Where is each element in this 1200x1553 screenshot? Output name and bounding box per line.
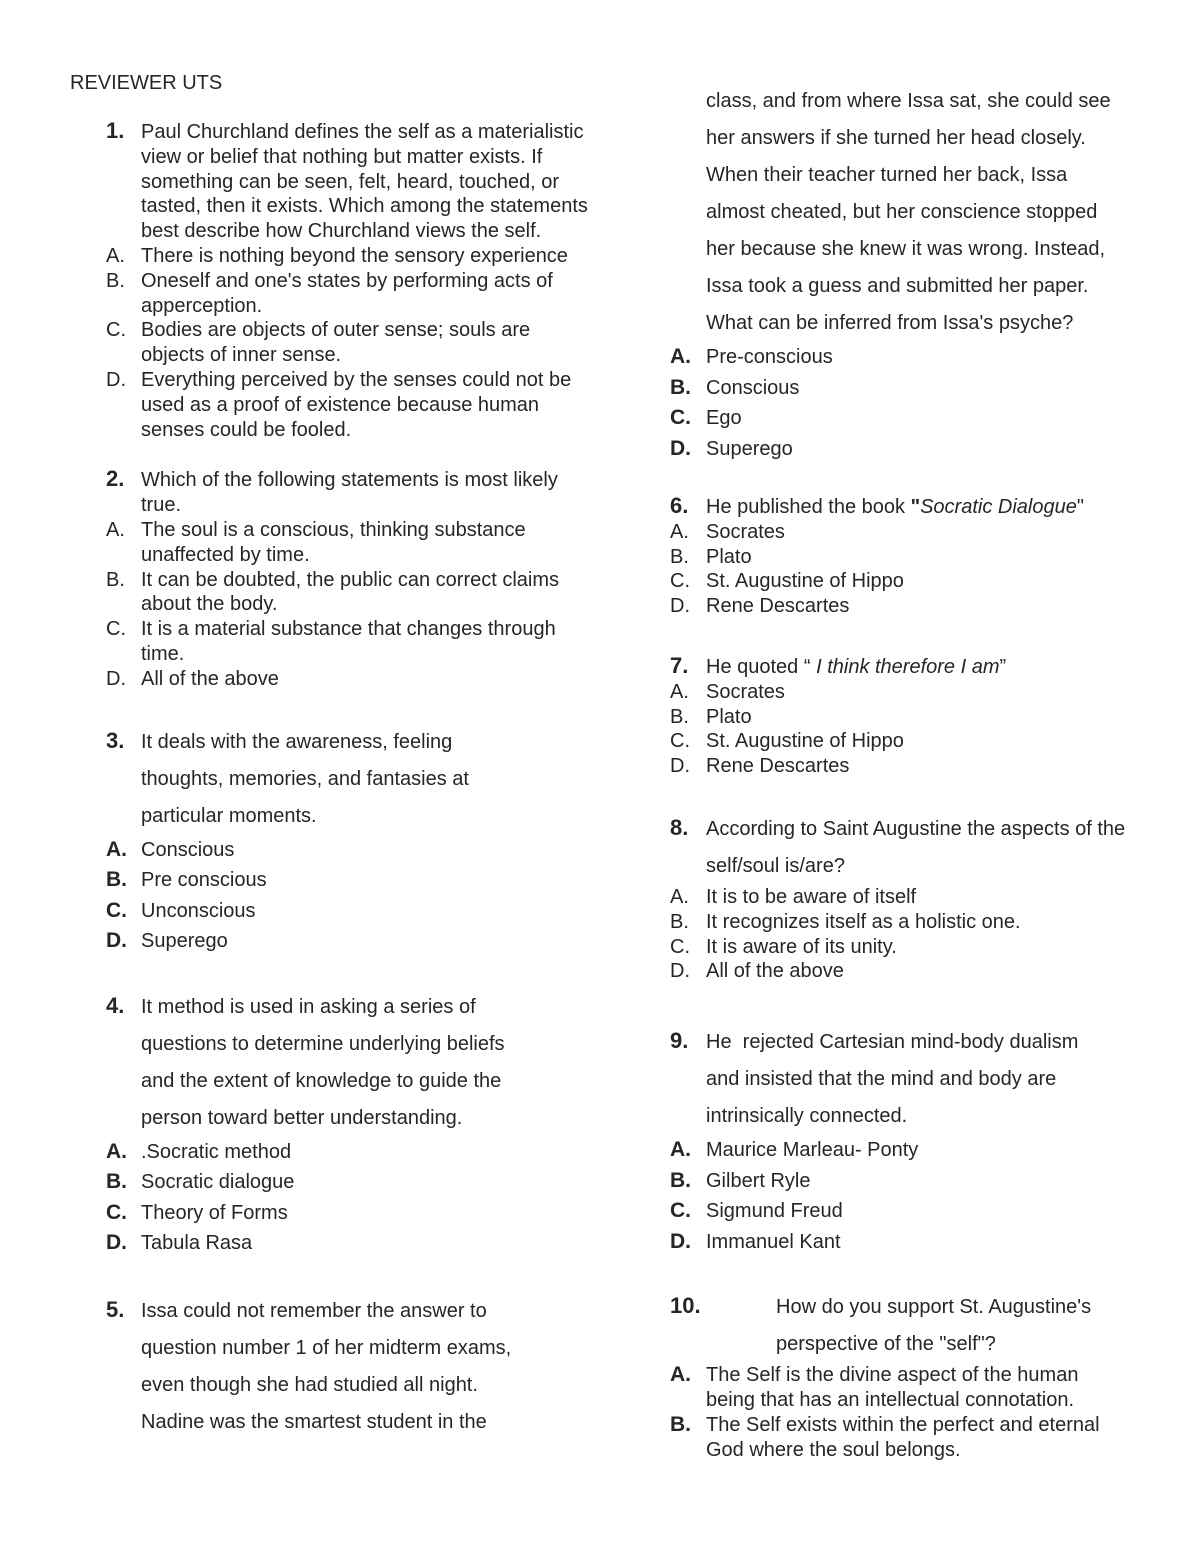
option-letter: B. bbox=[106, 868, 127, 892]
option-letter: B. bbox=[106, 1170, 127, 1194]
option-text: St. Augustine of Hippo bbox=[706, 570, 904, 593]
option-text: It is a material substance that changes through time. bbox=[141, 618, 556, 665]
question-text: He rejected Cartesian mind-body dualism and insisted that the mind and body are intrinsically connected. bbox=[706, 1031, 1084, 1128]
option-text: Socrates bbox=[706, 520, 785, 543]
right-column bbox=[633, 83, 1163, 1462]
option-text: Ego bbox=[706, 407, 742, 429]
option-text: It is aware of its unity. bbox=[706, 935, 897, 958]
option-letter: D. bbox=[670, 595, 690, 618]
option-letter: C. bbox=[106, 618, 126, 641]
question-number: 6. bbox=[670, 493, 689, 518]
option-letter: D. bbox=[106, 368, 126, 391]
question-10 bbox=[633, 1287, 1163, 1462]
option-letter: C. bbox=[670, 406, 691, 429]
question-text: How do you support St. Augustine's perspective of the "self"? bbox=[776, 1296, 1092, 1356]
option-text: .Socratic method bbox=[141, 1140, 292, 1163]
document-title: REVIEWER UTS bbox=[70, 72, 223, 94]
option-letter: C. bbox=[670, 570, 690, 593]
option-text: Pre-conscious bbox=[706, 346, 833, 368]
question-5-continued bbox=[633, 83, 1163, 464]
option-letter: D. bbox=[106, 1231, 127, 1255]
option-text: Socrates bbox=[706, 680, 785, 703]
option-text: It is to be aware of itself bbox=[706, 885, 917, 908]
option-letter: B. bbox=[670, 545, 689, 568]
question-number: 5. bbox=[106, 1296, 125, 1322]
option-text: Maurice Marleau- Ponty bbox=[706, 1139, 919, 1162]
option-text: Oneself and one's states by performing acts of apperception. bbox=[141, 269, 553, 317]
option-letter: D. bbox=[670, 755, 690, 778]
option-text: Socratic dialogue bbox=[141, 1171, 295, 1194]
question-9 bbox=[633, 1022, 1163, 1257]
option-text: Sigmund Freud bbox=[706, 1200, 843, 1223]
option-text: Theory of Forms bbox=[141, 1201, 288, 1224]
question-2 bbox=[70, 467, 590, 691]
question-text: It method is used in asking a series of questions to determine underlying beliefs and the extent of knowledge to guide the person toward better understanding. bbox=[141, 995, 505, 1129]
option-text: Rene Descartes bbox=[706, 755, 850, 778]
option-letter: D. bbox=[670, 1229, 691, 1253]
left-column bbox=[70, 119, 590, 1441]
question-text: According to Saint Augustine the aspects of the self/soul is/are? bbox=[706, 817, 1126, 877]
option-text: Conscious bbox=[141, 838, 235, 861]
option-letter: C. bbox=[106, 1200, 127, 1224]
question-text: Paul Churchland defines the self as a materialistic view or belief that nothing but matter exists. If something can be seen, felt, heard, touched, or tasted, then it exists. Which among the statements best describe how Churchland views the self. bbox=[141, 121, 588, 243]
option-letter: D. bbox=[670, 960, 690, 983]
option-text: The Self is the divine aspect of the human being that has an intellectual connotation. bbox=[706, 1364, 1079, 1411]
option-letter: A. bbox=[106, 1139, 127, 1163]
option-letter: B. bbox=[670, 705, 689, 728]
option-text: Everything perceived by the senses could not be used as a proof of existence because human senses could be fooled. bbox=[141, 368, 572, 441]
option-letter: A. bbox=[670, 345, 691, 368]
question-8 bbox=[633, 809, 1163, 984]
question-3 bbox=[70, 722, 590, 957]
option-letter: B. bbox=[106, 568, 125, 591]
question-5 bbox=[70, 1291, 590, 1441]
question-number: 10. bbox=[670, 1293, 701, 1319]
question-1 bbox=[70, 119, 590, 442]
question-text: He published the book "Socratic Dialogue" bbox=[706, 496, 1084, 518]
option-text: Plato bbox=[706, 545, 752, 568]
option-letter: C. bbox=[670, 1199, 691, 1223]
option-text: All of the above bbox=[706, 960, 844, 983]
option-text: Gilbert Ryle bbox=[706, 1169, 811, 1192]
option-letter: A. bbox=[670, 885, 689, 908]
option-letter: C. bbox=[106, 319, 126, 342]
question-text: Issa could not remember the answer to question number 1 of her midterm exams, even though she had studied all night. Nadine was the smartest student in the bbox=[141, 1299, 512, 1433]
option-letter: A. bbox=[670, 680, 689, 703]
option-text: There is nothing beyond the sensory experience bbox=[141, 244, 568, 267]
option-text: All of the above bbox=[141, 667, 279, 690]
question-text: class, and from where Issa sat, she could see her answers if she turned her head closely. When their teacher turned her back, Issa almost cheated, but her conscience stopped her because she knew it was wrong. Instead, Issa took a guess and submitted her paper. What can be inferred from Issa's psyche? bbox=[706, 90, 1111, 334]
option-letter: A. bbox=[106, 244, 125, 267]
option-text: The Self exists within the perfect and eternal God where the soul belongs. bbox=[706, 1413, 1100, 1461]
option-text: It recognizes itself as a holistic one. bbox=[706, 910, 1021, 933]
option-letter: A. bbox=[106, 837, 127, 861]
option-letter: B. bbox=[670, 375, 691, 399]
option-letter: A. bbox=[106, 518, 125, 541]
option-letter: B. bbox=[106, 269, 125, 292]
option-letter: B. bbox=[670, 1168, 691, 1192]
option-text: Superego bbox=[141, 930, 228, 953]
question-4 bbox=[70, 987, 590, 1259]
option-text: It can be doubted, the public can correct claims about the body. bbox=[141, 568, 560, 616]
question-text: Which of the following statements is most likely true. bbox=[141, 469, 558, 517]
option-letter: A. bbox=[670, 1138, 691, 1162]
option-text: Unconscious bbox=[141, 899, 256, 922]
option-letter: D. bbox=[106, 929, 127, 953]
question-number: 9. bbox=[670, 1028, 689, 1054]
question-text: It deals with the awareness, feeling thoughts, memories, and fantasies at particular moments. bbox=[141, 730, 469, 827]
question-number: 1. bbox=[106, 118, 125, 143]
option-text: The soul is a conscious, thinking substance unaffected by time. bbox=[141, 518, 526, 566]
option-text: Immanuel Kant bbox=[706, 1230, 841, 1253]
option-letter: C. bbox=[670, 935, 690, 958]
option-text: Plato bbox=[706, 705, 752, 728]
option-letter: C. bbox=[670, 730, 690, 753]
question-number: 2. bbox=[106, 466, 125, 492]
option-text: Rene Descartes bbox=[706, 595, 850, 618]
question-number: 8. bbox=[670, 814, 689, 840]
question-number: 7. bbox=[670, 652, 689, 678]
option-text: Tabula Rasa bbox=[141, 1232, 253, 1255]
question-6 bbox=[633, 494, 1163, 619]
option-text: St. Augustine of Hippo bbox=[706, 730, 904, 753]
option-text: Bodies are objects of outer sense; souls are objects of inner sense. bbox=[141, 319, 531, 367]
question-number: 3. bbox=[106, 727, 125, 753]
option-letter: A. bbox=[670, 520, 689, 543]
question-text: He quoted “ I think therefore I am” bbox=[706, 655, 1007, 678]
question-number: 4. bbox=[106, 992, 125, 1018]
question-7 bbox=[633, 654, 1163, 779]
option-letter: A. bbox=[670, 1363, 691, 1387]
option-text: Superego bbox=[706, 437, 793, 460]
option-letter: B. bbox=[670, 1412, 691, 1436]
option-letter: B. bbox=[670, 910, 689, 933]
option-letter: D. bbox=[670, 436, 691, 460]
option-text: Conscious bbox=[706, 376, 800, 399]
option-text: Pre conscious bbox=[141, 869, 267, 892]
option-letter: D. bbox=[106, 667, 126, 690]
option-letter: C. bbox=[106, 898, 127, 922]
